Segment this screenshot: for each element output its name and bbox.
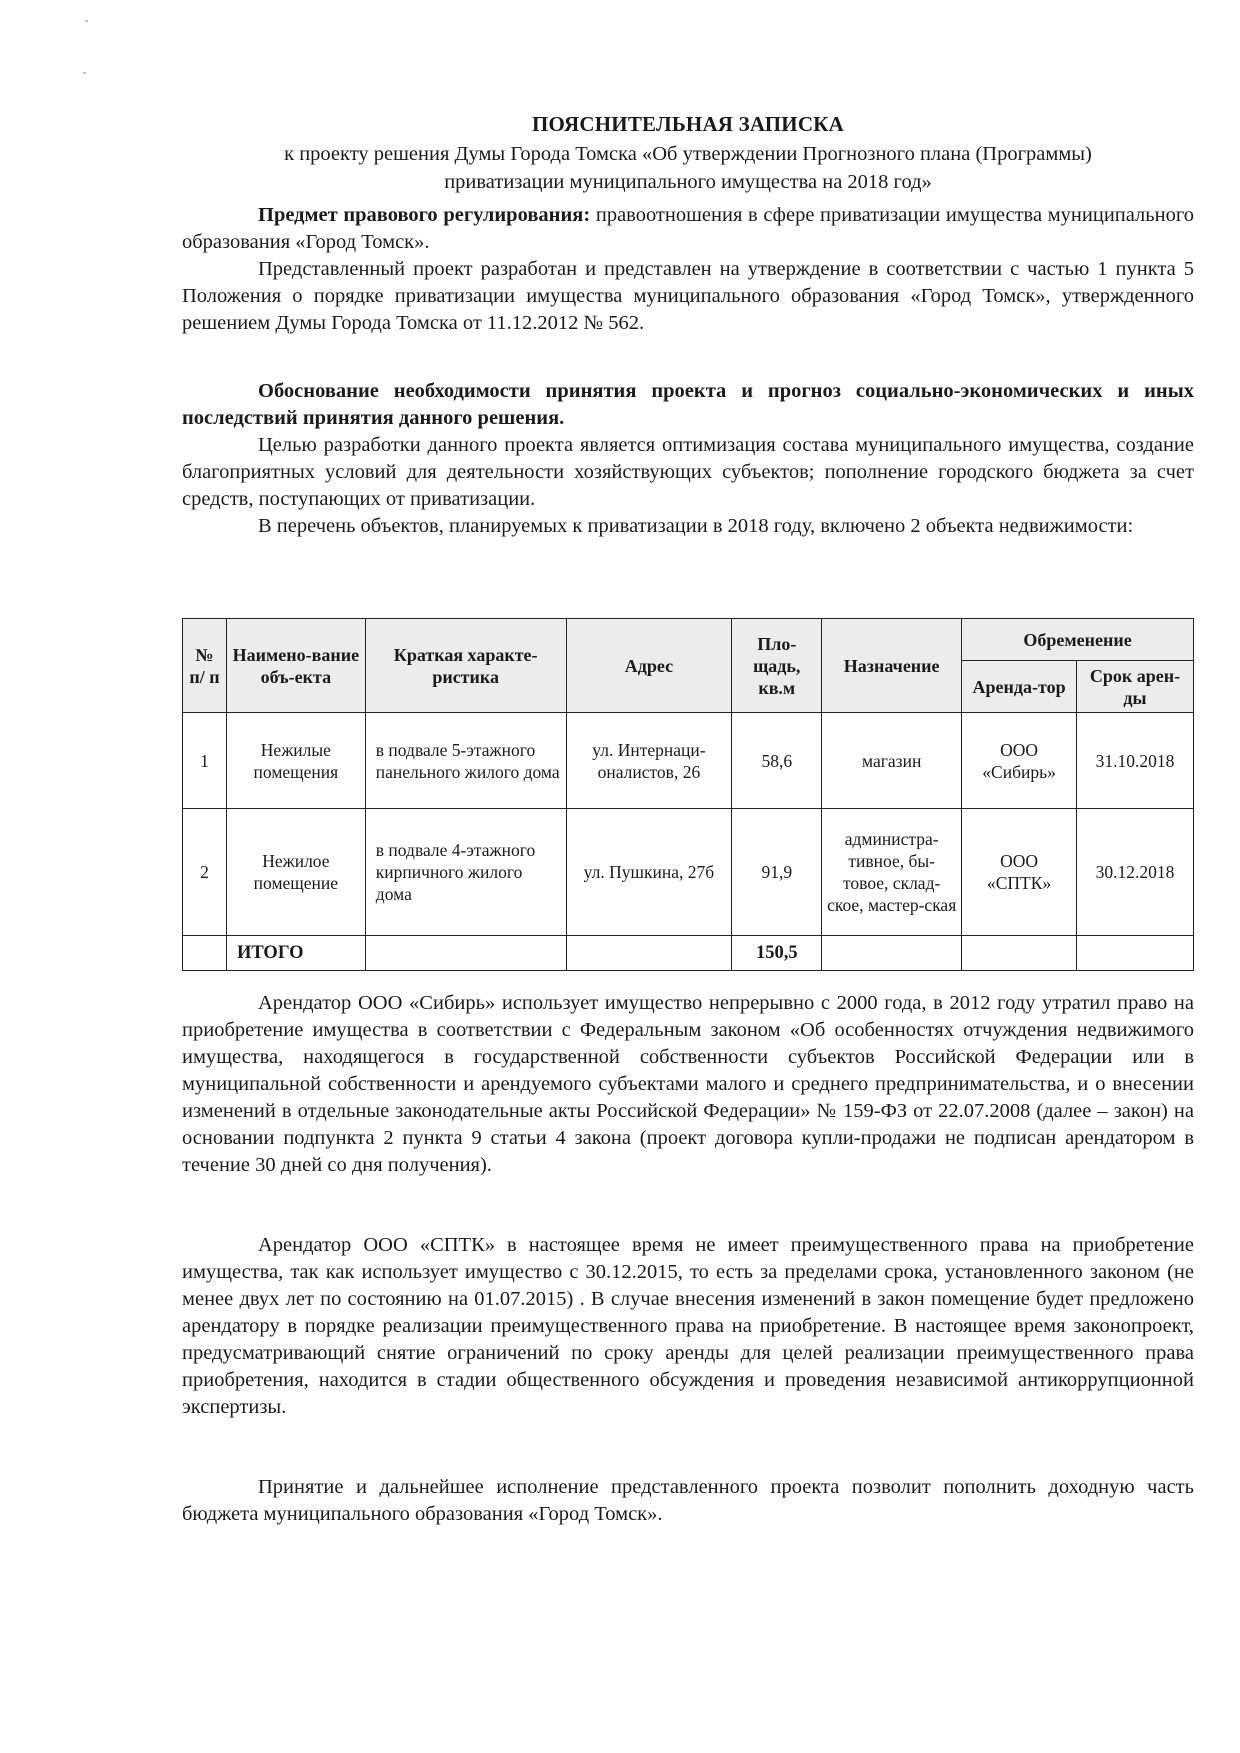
legal-basis-paragraph: Представленный проект разработан и представлен на утверждение в соответствии с частью 1 пункта 5 Положения о порядке приватизации имущества муниципального образования «Город Томск», утвержденного решением Думы Города Томска от 11.12.2012 № 562. — [182, 258, 1194, 334]
header-address: Адрес — [566, 619, 732, 713]
cell-empty — [962, 936, 1077, 971]
cell-empty — [566, 936, 732, 971]
privatization-objects-table — [182, 618, 1194, 971]
tenant-sptk-paragraph: Арендатор ООО «СПТК» в настоящее время не имеет преимущественного права на приобретение имущества, так как использует имущество с 30.12.2015, то есть за пределами срока, установленного законом (не менее двух лет по состоянию на 01.07.2015) . В случае внесения изменений в закон помещение будет предложено арендатору в порядке реализации преимущественного права на приобретение. В настоящее время законопроект, предусматривающий снятие ограничений по сроку аренды для целей реализации преимущественного права приобретения, находится в стадии общественного обсуждения и проведения независимой антикоррупционной экспертизы. — [182, 1234, 1194, 1418]
cell-tenant: ООО «Сибирь» — [962, 713, 1077, 809]
header-purpose: Назначение — [822, 619, 962, 713]
cell-area: 58,6 — [732, 713, 822, 809]
subtitle-line-1: к проекту решения Думы Города Томска «Об утверждении Прогнозного плана (Программы) — [284, 143, 1092, 165]
tenant-sibir-paragraph: Арендатор ООО «Сибирь» использует имущество непрерывно с 2000 года, в 2012 году утратил право на приобретение имущества в соответствии с Федеральным законом «Об особенностях отчуждения недвижимого имущества, находящегося в государственной собственности субъектов Российской Федерации или в муниципальной собственности и арендуемого субъектами малого и среднего предпринимательства, и о внесении изменений в отдельные законодательные акты Российской Федерации» № 159-ФЗ от 22.07.2008 (далее – закон) на основании подпункта 2 пункта 9 статьи 4 закона (проект договора купли-продажи не подписан арендатором в течение 30 дней со дня получения). — [182, 992, 1194, 1176]
cell-empty — [183, 936, 227, 971]
header-area: Пло-щадь, кв.м — [732, 619, 822, 713]
scan-speck — [83, 72, 86, 74]
justification-heading — [182, 378, 1194, 432]
objects-intro-paragraph: В перечень объектов, планируемых к приватизации в 2018 году, включено 2 объекта недвижимости: — [258, 515, 1134, 537]
cell-term: 31.10.2018 — [1077, 713, 1194, 809]
cell-name: Нежилое помещение — [226, 809, 365, 936]
header-num: № п/ п — [183, 619, 227, 713]
cell-address: ул. Пушкина, 27б — [566, 809, 732, 936]
cell-empty — [822, 936, 962, 971]
cell-empty — [365, 936, 566, 971]
conclusion-paragraph: Принятие и дальнейшее исполнение представленного проекта позволит пополнить доходную часть бюджета муниципального образования «Город Томск». — [182, 1476, 1194, 1525]
cell-num: 1 — [183, 713, 227, 809]
justification-heading-text: Обоснование необходимости принятия проекта и прогноз социально-экономических и иных последствий принятия данного решения. — [182, 380, 1194, 429]
regulation-subject-text: правоотношения в сфере приватизации имущества муниципального образования «Город Томск». — [182, 204, 1195, 253]
cell-description: в подвале 5-этажного панельного жилого дома — [365, 713, 566, 809]
cell-tenant: ООО «СПТК» — [962, 809, 1077, 936]
purpose-paragraph: Целью разработки данного проекта является оптимизация состава муниципального имущества, создание благоприятных условий для деятельности хозяйствующих субъектов; пополнение городского бюджета за счет средств, поступающих от приватизации. — [182, 434, 1194, 510]
cell-description: в подвале 4-этажного кирпичного жилого дома — [365, 809, 566, 936]
cell-purpose: администра-тивное, бы-товое, склад-ское, мастер-ская — [822, 809, 962, 936]
header-tenant: Аренда-тор — [962, 661, 1077, 713]
header-term: Срок арен-ды — [1077, 661, 1194, 713]
cell-area: 91,9 — [732, 809, 822, 936]
header-encumbrance: Обременение — [962, 619, 1194, 661]
cell-empty — [1077, 936, 1194, 971]
document-title: ПОЯСНИТЕЛЬНАЯ ЗАПИСКА — [532, 112, 844, 136]
table-row — [183, 809, 1194, 936]
regulation-subject-heading: Предмет правового регулирования: — [258, 204, 591, 226]
cell-num: 2 — [183, 809, 227, 936]
scan-speck — [85, 20, 88, 22]
table-total-row — [183, 936, 1194, 971]
cell-purpose: магазин — [822, 713, 962, 809]
total-area: 150,5 — [732, 936, 822, 971]
total-label: ИТОГО — [226, 936, 365, 971]
subtitle-line-2: приватизации муниципального имущества на 2018 год» — [444, 171, 932, 193]
document-subtitle — [182, 140, 1194, 196]
cell-name: Нежилые помещения — [226, 713, 365, 809]
header-name: Наимено-вание объ-екта — [226, 619, 365, 713]
cell-term: 30.12.2018 — [1077, 809, 1194, 936]
cell-address: ул. Интернаци-оналистов, 26 — [566, 713, 732, 809]
table-row — [183, 713, 1194, 809]
header-description: Краткая характе-ристика — [365, 619, 566, 713]
regulation-subject-paragraph — [182, 202, 1194, 256]
